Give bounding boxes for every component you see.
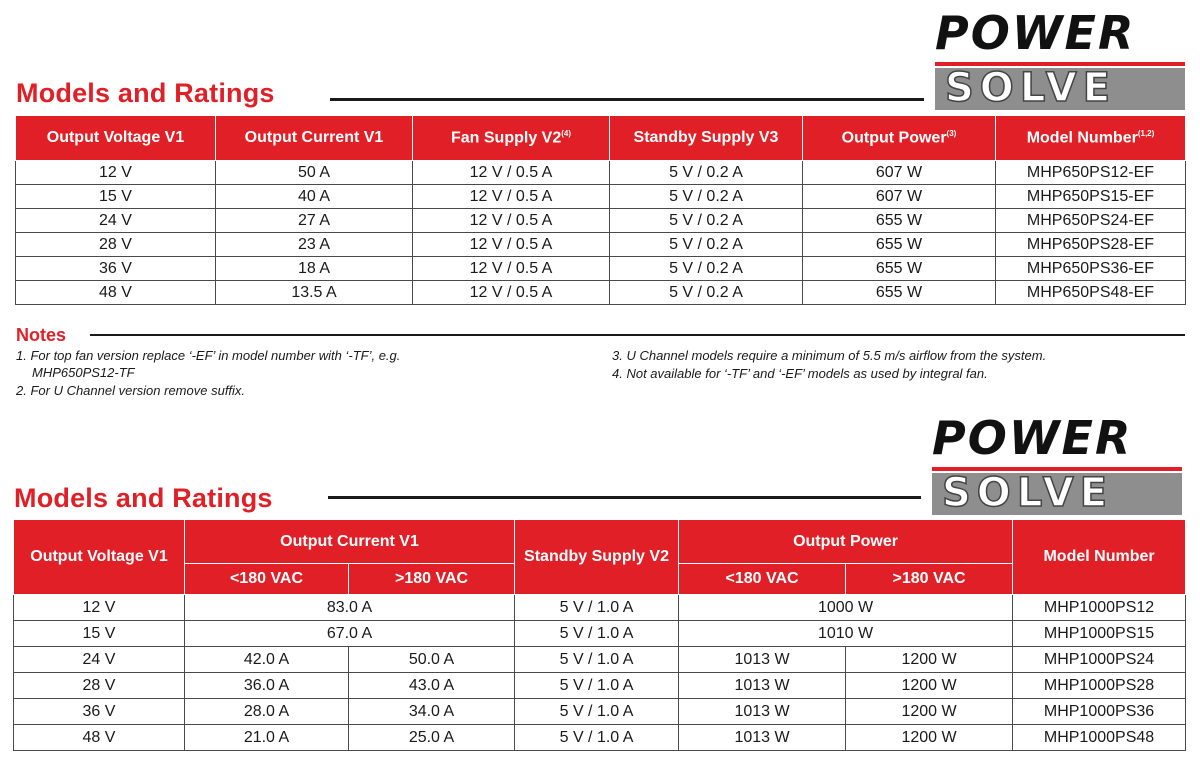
- header-power-high: >180 VAC: [846, 564, 1013, 595]
- header-label: Output Current V1: [244, 129, 384, 146]
- table-cell: 5 V / 0.2 A: [610, 281, 803, 305]
- table1-header-cell: [610, 116, 803, 161]
- notes-title: Notes: [16, 325, 67, 345]
- powersolve-logo-top: [935, 6, 1185, 110]
- table-cell: 1013 W: [679, 647, 846, 673]
- table-cell: MHP650PS28-EF: [996, 233, 1186, 257]
- table-cell: 12 V / 0.5 A: [413, 185, 610, 209]
- table-cell: 1000 W: [679, 595, 1013, 621]
- header-label: Model Number: [1026, 129, 1138, 147]
- table-cell: 5 V / 0.2 A: [610, 185, 803, 209]
- note-1-cont: MHP650PS12-TF: [32, 365, 135, 380]
- table-cell: 5 V / 0.2 A: [610, 161, 803, 185]
- table-cell: 607 W: [803, 161, 996, 185]
- table-cell: 12 V: [16, 161, 216, 185]
- table-cell: 21.0 A: [185, 725, 349, 751]
- table-cell: 28 V: [14, 673, 185, 699]
- table-cell: 28 V: [16, 233, 216, 257]
- footnote-marker: (1,2): [1137, 128, 1155, 138]
- table-cell: 12 V / 0.5 A: [413, 209, 610, 233]
- ratings-table-650: [15, 115, 1186, 305]
- table-cell: 50 A: [216, 161, 413, 185]
- logo-solve-box: [935, 68, 1185, 110]
- table-cell: 655 W: [803, 257, 996, 281]
- logo-power-text: POWER: [932, 411, 1133, 465]
- note-1: 1. For top fan version replace ‘-EF’ in model number with ‘-TF’, e.g.: [16, 348, 401, 363]
- table-row: [14, 673, 1186, 699]
- section1-rule: [330, 98, 924, 101]
- table-cell: 36 V: [14, 699, 185, 725]
- table-cell: MHP1000PS36: [1013, 699, 1186, 725]
- table-cell: 607 W: [803, 185, 996, 209]
- table-cell: MHP650PS15-EF: [996, 185, 1186, 209]
- logo-solve-text: SOLVE: [942, 473, 1114, 515]
- logo-red-line: [935, 62, 1185, 66]
- table-cell: 23 A: [216, 233, 413, 257]
- header-model-number: Model Number: [1013, 520, 1186, 595]
- table-cell: 24 V: [16, 209, 216, 233]
- table-cell: 5 V / 1.0 A: [515, 647, 679, 673]
- table-row: [14, 725, 1186, 751]
- table1-header-cell: [16, 116, 216, 161]
- table1-header-row: [16, 116, 1186, 161]
- table-cell: 5 V / 1.0 A: [515, 673, 679, 699]
- note-3: 3. U Channel models require a minimum of 5.5 m/s airflow from the system.: [612, 348, 1047, 363]
- table2-body: [14, 595, 1186, 751]
- header-label: Output Power: [841, 129, 947, 147]
- table-cell: MHP1000PS15: [1013, 621, 1186, 647]
- header-output-current: Output Current V1: [185, 520, 515, 564]
- table-cell: 67.0 A: [185, 621, 515, 647]
- table-cell: 40 A: [216, 185, 413, 209]
- table-cell: MHP650PS24-EF: [996, 209, 1186, 233]
- table-cell: 655 W: [803, 281, 996, 305]
- table-row: [16, 161, 1186, 185]
- table-cell: 1200 W: [846, 725, 1013, 751]
- table-row: [16, 281, 1186, 305]
- table-cell: 655 W: [803, 209, 996, 233]
- note-2: 2. For U Channel version remove suffix.: [16, 383, 246, 398]
- table-cell: 655 W: [803, 233, 996, 257]
- table-cell: 5 V / 1.0 A: [515, 595, 679, 621]
- table-cell: 48 V: [16, 281, 216, 305]
- table-cell: 1013 W: [679, 673, 846, 699]
- table-cell: 36.0 A: [185, 673, 349, 699]
- ratings-table-1000: [13, 519, 1186, 751]
- header-current-high: >180 VAC: [349, 564, 515, 595]
- table1-header-cell: [216, 116, 413, 161]
- table-cell: 15 V: [14, 621, 185, 647]
- table-row: [14, 647, 1186, 673]
- table-cell: 27 A: [216, 209, 413, 233]
- table-cell: 1010 W: [679, 621, 1013, 647]
- table-cell: 5 V / 1.0 A: [515, 621, 679, 647]
- table-cell: 5 V / 1.0 A: [515, 699, 679, 725]
- table-cell: 1013 W: [679, 699, 846, 725]
- table1-header-cell: [413, 116, 610, 161]
- logo-red-line: [932, 467, 1182, 471]
- table-cell: MHP650PS36-EF: [996, 257, 1186, 281]
- table-row: [16, 233, 1186, 257]
- table-cell: 1200 W: [846, 673, 1013, 699]
- logo-solve-text: SOLVE: [945, 68, 1117, 110]
- notes-rule: [90, 334, 1185, 336]
- section2-rule: [328, 496, 921, 499]
- table-cell: 18 A: [216, 257, 413, 281]
- header-label: Fan Supply V2: [450, 129, 562, 147]
- table-cell: MHP650PS48-EF: [996, 281, 1186, 305]
- table-cell: 50.0 A: [349, 647, 515, 673]
- table-row: [14, 621, 1186, 647]
- logo-solve-box: [932, 473, 1182, 515]
- table-cell: 1200 W: [846, 647, 1013, 673]
- header-power-low: <180 VAC: [679, 564, 846, 595]
- table-row: [16, 209, 1186, 233]
- table-cell: MHP1000PS48: [1013, 725, 1186, 751]
- powersolve-logo-bottom: [932, 411, 1182, 515]
- table-cell: 42.0 A: [185, 647, 349, 673]
- header-standby-supply: Standby Supply V2: [515, 520, 679, 595]
- table-cell: 12 V: [14, 595, 185, 621]
- table1-header-cell: [803, 116, 996, 161]
- table-cell: 1013 W: [679, 725, 846, 751]
- header-output-voltage: Output Voltage V1: [14, 520, 185, 595]
- header-output-power: Output Power: [679, 520, 1013, 564]
- table-cell: 12 V / 0.5 A: [413, 281, 610, 305]
- logo-power-text: POWER: [935, 6, 1136, 60]
- footnote-marker: (3): [946, 128, 957, 138]
- table-cell: 34.0 A: [349, 699, 515, 725]
- table-row: [16, 257, 1186, 281]
- table1-body: [16, 161, 1186, 305]
- table-cell: 5 V / 1.0 A: [515, 725, 679, 751]
- table-cell: 15 V: [16, 185, 216, 209]
- note-4: 4. Not available for ‘-TF’ and ‘-EF’ models as used by integral fan.: [612, 366, 988, 381]
- table-cell: 48 V: [14, 725, 185, 751]
- table-cell: 36 V: [16, 257, 216, 281]
- table-cell: MHP1000PS28: [1013, 673, 1186, 699]
- table1-header-cell: [996, 116, 1186, 161]
- table-cell: 12 V / 0.5 A: [413, 161, 610, 185]
- header-label: Standby Supply V3: [633, 129, 779, 146]
- table-cell: 12 V / 0.5 A: [413, 233, 610, 257]
- table-cell: 83.0 A: [185, 595, 515, 621]
- table-row: [16, 185, 1186, 209]
- table-cell: 13.5 A: [216, 281, 413, 305]
- table-cell: 25.0 A: [349, 725, 515, 751]
- table-row: [14, 699, 1186, 725]
- table-cell: 5 V / 0.2 A: [610, 209, 803, 233]
- section2-title: Models and Ratings: [14, 483, 273, 513]
- table-cell: 12 V / 0.5 A: [413, 257, 610, 281]
- table-row: [14, 595, 1186, 621]
- header-current-low: <180 VAC: [185, 564, 349, 595]
- table-cell: MHP1000PS24: [1013, 647, 1186, 673]
- footnote-marker: (4): [561, 128, 572, 138]
- table-cell: 1200 W: [846, 699, 1013, 725]
- table-cell: MHP650PS12-EF: [996, 161, 1186, 185]
- table-cell: 28.0 A: [185, 699, 349, 725]
- table-cell: 24 V: [14, 647, 185, 673]
- table-cell: 5 V / 0.2 A: [610, 257, 803, 281]
- header-label: Output Voltage V1: [46, 129, 185, 146]
- table-cell: MHP1000PS12: [1013, 595, 1186, 621]
- table-cell: 5 V / 0.2 A: [610, 233, 803, 257]
- section1-title: Models and Ratings: [16, 78, 275, 108]
- table-cell: 43.0 A: [349, 673, 515, 699]
